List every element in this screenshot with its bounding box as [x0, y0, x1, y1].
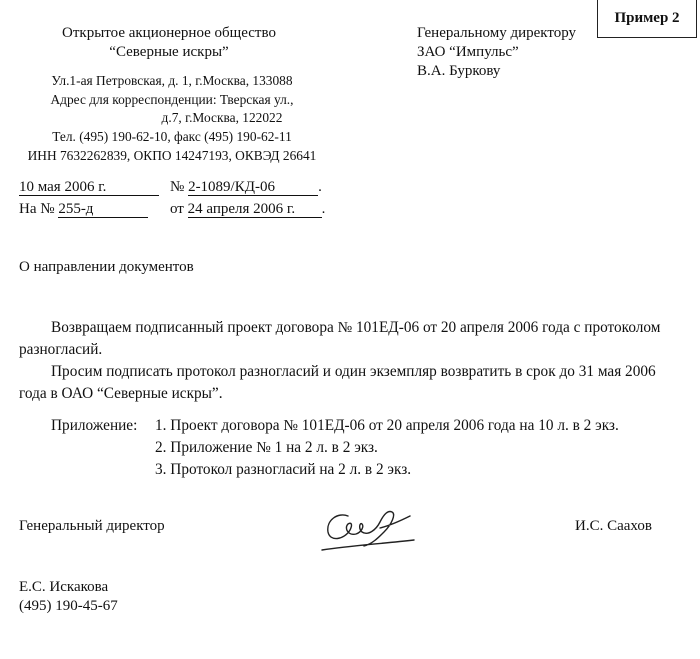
document-number: 2-1089/КД-06	[188, 179, 318, 196]
sender-org-type: Открытое акционерное общество	[62, 25, 276, 41]
sender-correspondence-address: Адрес для корреспонденции: Тверская ул.,	[50, 92, 294, 107]
reply-date: 24 апреля 2006 г.	[188, 201, 322, 218]
addressee-name: В.А. Буркову	[417, 63, 501, 79]
reply-period: .	[321, 201, 326, 217]
executor-name: Е.С. Искакова	[19, 579, 109, 595]
attachments-label: Приложение:	[51, 417, 138, 434]
handwritten-signature	[318, 500, 428, 555]
signatory-position: Генеральный директор	[19, 518, 165, 534]
body-paragraph-1: Возвращаем подписанный проект договора № 101ЕД-06 от 20 апреля 2006 года с протоколом разногласий.	[19, 319, 661, 358]
sender-org-name: “Северные искры”	[109, 44, 229, 60]
attachment-item: 1. Проект договора № 101ЕД-06 от 20 апреля 2006 года на 10 л. в 2 экз.	[155, 417, 619, 434]
reply-number: 255-д	[58, 201, 148, 218]
document-date: 10 мая 2006 г.	[19, 179, 159, 196]
letter-subject: О направлении документов	[19, 259, 194, 275]
attachment-item: 2. Приложение № 1 на 2 л. в 2 экз.	[155, 439, 378, 456]
sender-codes: ИНН 7632262839, ОКПО 14247193, ОКВЭД 26641	[27, 148, 317, 163]
reply-date-line	[170, 201, 325, 218]
addressee-position: Генеральному директору	[417, 25, 577, 41]
from-label: от	[170, 201, 184, 217]
executor-phone: (495) 190-45-67	[19, 598, 118, 614]
body-paragraph-2: Просим подписать протокол разногласий и один экземпляр возвратить в срок до 31 мая 2006 года в ОАО “Северные искры”.	[19, 363, 656, 402]
number-label: №	[170, 179, 185, 195]
reply-to-line	[19, 201, 148, 218]
document-date-line	[19, 179, 159, 196]
addressee-company: ЗАО “Импульс”	[417, 44, 519, 60]
sender-phone-fax: Тел. (495) 190-62-10, факс (495) 190-62-11	[52, 129, 292, 144]
example-badge: Пример 2	[597, 0, 697, 38]
reply-label: На №	[19, 201, 55, 217]
signatory-name: И.С. Саахов	[575, 518, 652, 534]
sender-correspondence-address-2: д.7, г.Москва, 122022	[161, 110, 283, 125]
number-period: .	[318, 179, 322, 195]
attachment-item: 3. Протокол разногласий на 2 л. в 2 экз.	[155, 461, 412, 478]
document-number-line	[170, 179, 322, 196]
sender-address: Ул.1-ая Петровская, д. 1, г.Москва, 133088	[51, 73, 293, 88]
